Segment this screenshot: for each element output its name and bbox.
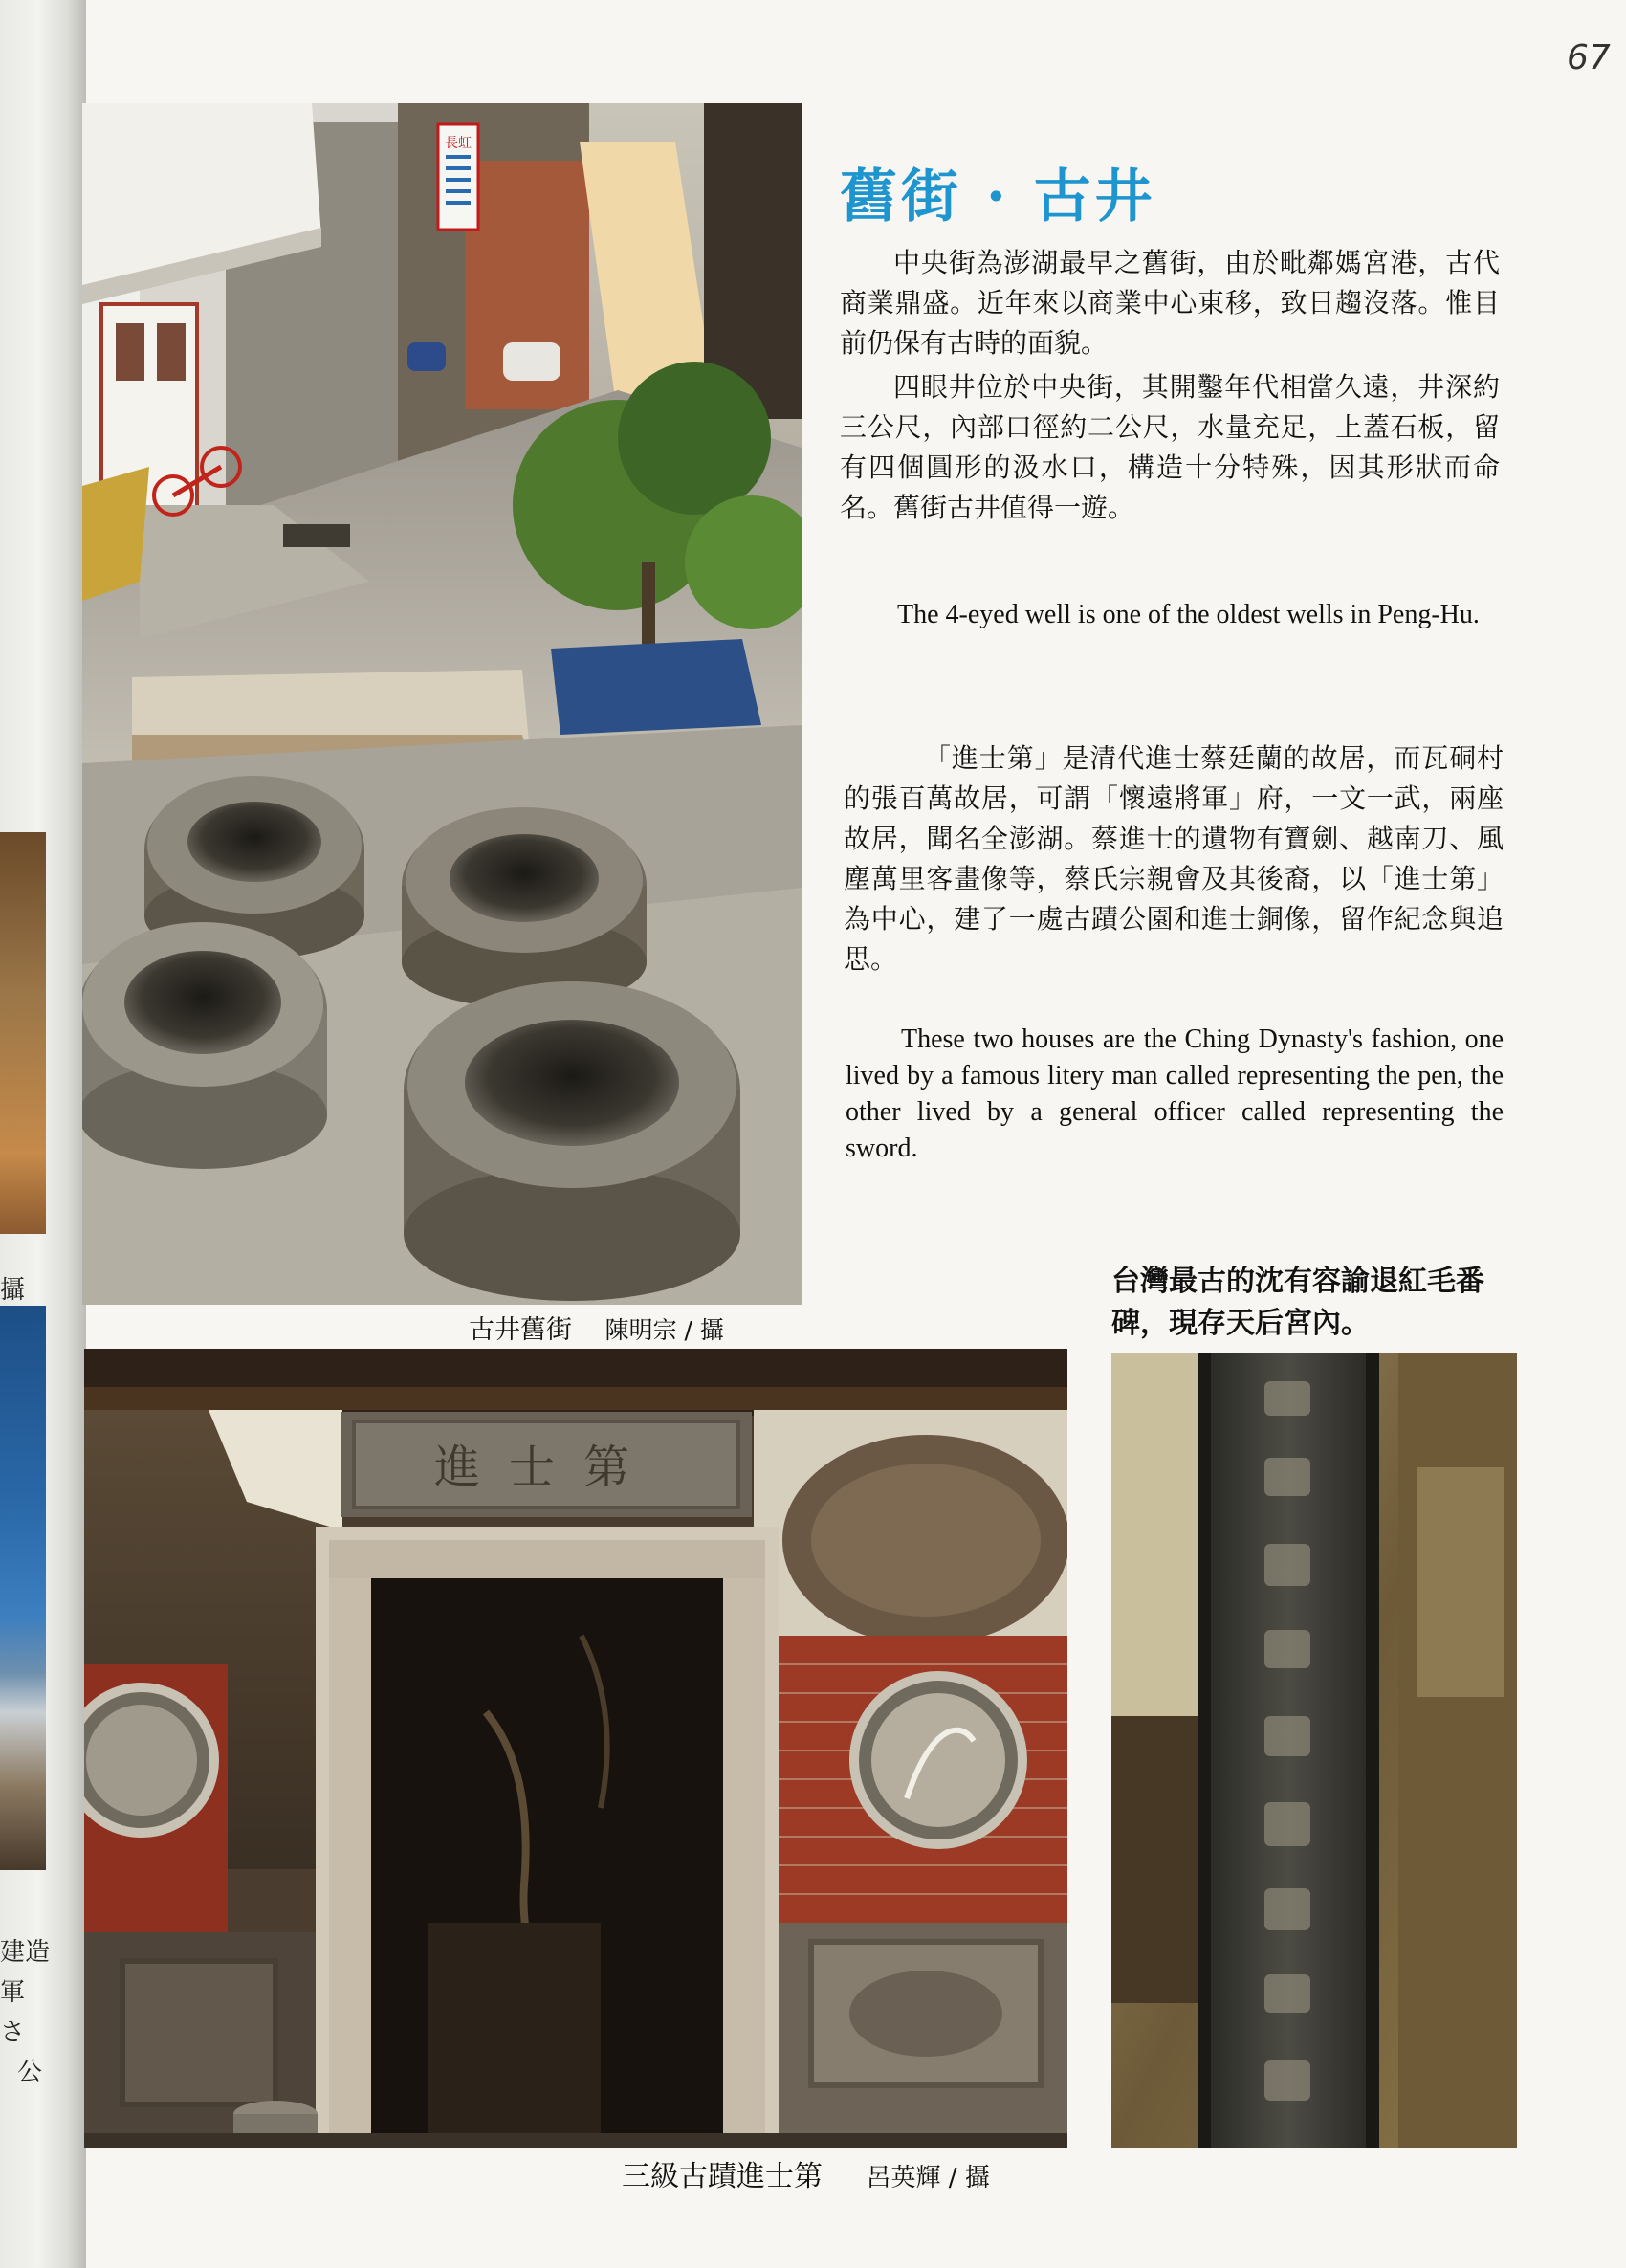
prev-page-photo-bottom bbox=[0, 1306, 46, 1870]
prev-page-text: 軍 bbox=[0, 1978, 26, 2007]
prev-page-text: 攝 bbox=[0, 1276, 26, 1305]
well-caption-credit: 陳明宗 / 攝 bbox=[604, 1316, 724, 1344]
prev-page-text: さ bbox=[0, 2018, 26, 2047]
mansion-caption-title: 三級古蹟進士第 bbox=[622, 2160, 823, 2193]
plaque-text: 進士第 bbox=[433, 1441, 659, 1494]
well-photo-caption bbox=[469, 1309, 724, 1346]
old-street-well-photo bbox=[82, 103, 802, 1305]
prev-page-text: 建造 bbox=[0, 1938, 51, 1967]
page-number: 67 bbox=[1567, 38, 1611, 77]
mansion-paragraph: 「進士第」是清代進士蔡廷蘭的故居，而瓦硐村的張百萬故居，可謂「懷遠將軍」府，一文一武，兩座故居，聞名全澎湖。蔡進士的遺物有寶劍、越南刀、風塵萬里客畫像等，蔡氏宗親會及其後裔，以「進士第」為中心，建了一處古蹟公園和進士銅像，留作紀念與追思。 bbox=[844, 742, 1504, 975]
prev-page-photo-top bbox=[0, 832, 46, 1234]
mansion-caption-credit: 呂英輝 / 攝 bbox=[866, 2164, 990, 2192]
stele-photo bbox=[1111, 1353, 1517, 2148]
well-english-text: The 4-eyed well is one of the oldest wells in Peng-Hu. bbox=[897, 600, 1480, 629]
street-paragraph: 中央街為澎湖最早之舊街，由於毗鄰媽宮港，古代商業鼎盛。近年來以商業中心東移，致日趨沒落。惟目前仍保有古時的面貌。 bbox=[840, 247, 1500, 359]
prev-page-text: 公 bbox=[17, 2059, 43, 2087]
mansion-english-text: These two houses are the Ching Dynasty's fashion, one lived by a famous litery man called representing the pen, the other lived by a general officer called representing the sword. bbox=[846, 1024, 1504, 1163]
mansion-photo-caption bbox=[622, 2152, 990, 2194]
well-paragraph: 四眼井位於中央街，其開鑿年代相當久遠，井深約三公尺，內部口徑約二公尺，水量充足，上蓋石板，留有四個圓形的汲水口，構造十分特殊，因其形狀而命名。舊街古井值得一遊。 bbox=[840, 371, 1500, 523]
page-title: 舊街 · 古井 bbox=[840, 164, 1156, 231]
well-caption-title: 古井舊街 bbox=[469, 1315, 572, 1345]
jinshi-mansion-photo bbox=[84, 1349, 1067, 2148]
stele-caption: 台灣最古的沈有容諭退紅毛番碑，現存天后宮內。 bbox=[1111, 1265, 1484, 1340]
shop-sign-text: 長虹 bbox=[445, 136, 472, 151]
